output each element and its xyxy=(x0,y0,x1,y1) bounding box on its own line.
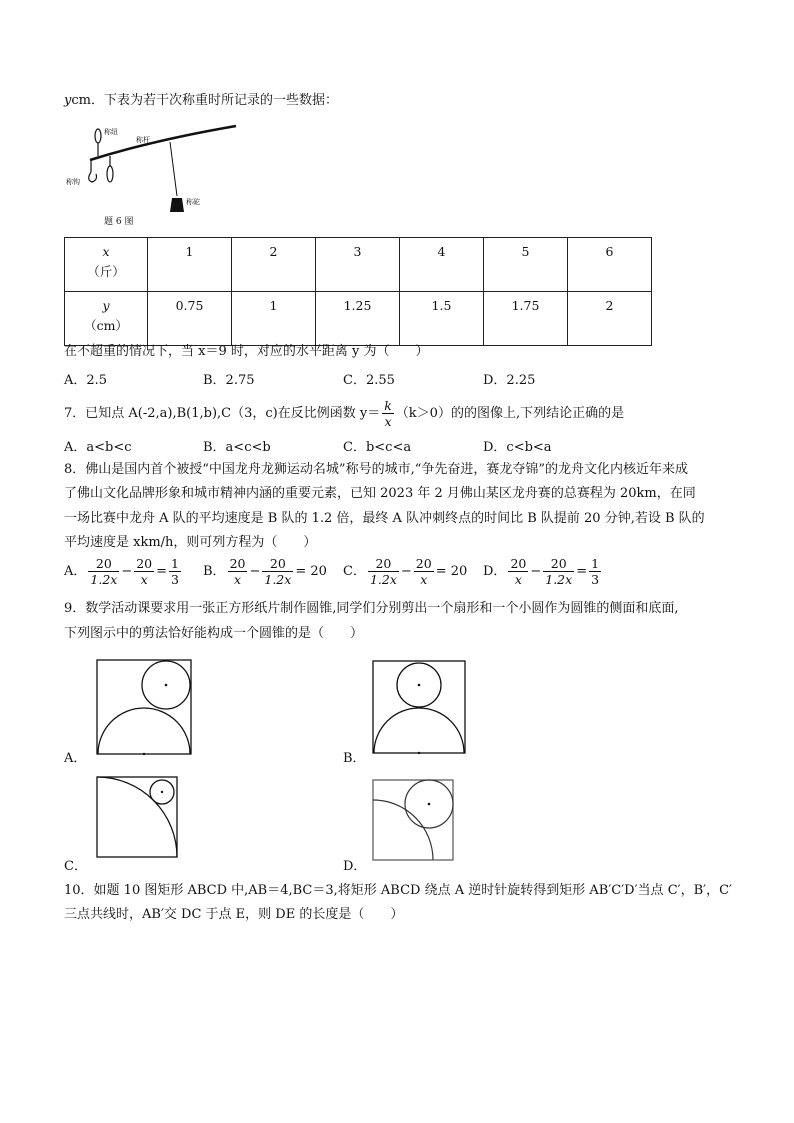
q9-line-1: 9．数学活动课要求用一张正方形纸片制作圆锥,同学们分别剪出一个扇形和一个小圆作为圆锥的侧面和底面, xyxy=(64,601,679,616)
q10-line-2: 三点共线时，AB′交 DC 于点 E，则 DE 的长度是（ ） xyxy=(64,907,404,922)
q8-line-3: 一场比赛中龙舟 A 队的平均速度是 B 队的 1.2 倍，最终 A 队冲刺终点的时间比 B 队提前 20 分钟,若设 B 队的 xyxy=(64,511,705,526)
q7-question: 7．已知点 A(-2,a),B(1,b),C（3，c)在反比例函数 y＝ $\frac{k}{x}$ （k＞0）的的图像上,下列结论正确的是 xyxy=(64,398,625,429)
table-cell: 2 xyxy=(568,292,652,346)
q6-intro: ycm．下表为若干次称重时所记录的一些数据： xyxy=(64,93,338,108)
figure-caption: 题 6 图 xyxy=(104,217,134,227)
q6-option-a: A．2.5 xyxy=(64,373,108,388)
cone-figure-b xyxy=(372,660,466,754)
label-knob: 称纽 xyxy=(104,128,118,136)
table-row: y （cm） 0.75 1 1.25 1.5 1.75 2 xyxy=(65,292,652,346)
q8-line-1: 8．佛山是国内首个被授“中国龙舟龙狮运动名城”称号的城市,“争先奋进，赛龙夺锦”的龙舟文化内核近年来成 xyxy=(64,462,688,477)
label-hook: 称钩 xyxy=(66,178,80,186)
table-cell: 6 xyxy=(568,238,652,292)
q8-option-a: A． $\frac{20}{1.2x}$ − $\frac{20}{x}$ = $\frac{1}{3}$ xyxy=(64,556,179,587)
q8-option-b: B． $\frac{20}{x}$ − $\frac{20}{1.2x}$ = 20 xyxy=(203,556,327,587)
label-rod: 称杆 xyxy=(136,136,150,144)
table-cell: 3 xyxy=(316,238,400,292)
table-cell: 1.5 xyxy=(400,292,484,346)
q6-question: 在不超重的情况下，当 x＝9 时，对应的水平距离 y 为（ ） xyxy=(64,344,429,359)
table-row: x （斤） 1 2 3 4 5 6 xyxy=(65,238,652,292)
q9-label-b: B． xyxy=(343,751,366,766)
table-cell: 2 xyxy=(232,238,316,292)
q7-option-a: A．a<b<c xyxy=(64,440,132,455)
table-cell: 0.75 xyxy=(148,292,232,346)
q8-option-c: C． $\frac{20}{1.2x}$ − $\frac{20}{x}$ = 20 xyxy=(343,556,468,587)
q9-line-2: 下列图示中的剪法恰好能构成一个圆锥的是（ ） xyxy=(64,626,364,641)
cone-figure-a xyxy=(96,659,192,755)
q10-line-1: 10．如题 10 图矩形 ABCD 中,AB＝4,BC＝3,将矩形 ABCD 绕点 A 逆时针旋转得到矩形 AB′C′D′当点 C′，B′，C′ xyxy=(64,883,732,898)
q8-line-4: 平均速度是 xkm/h，则可列方程为（ ） xyxy=(64,535,317,550)
q6-option-d: D．2.25 xyxy=(483,373,536,388)
table-cell: 1.75 xyxy=(484,292,568,346)
label-weight: 称砣 xyxy=(186,198,200,206)
table-cell: 5 xyxy=(484,238,568,292)
q9-label-c: C． xyxy=(64,859,87,874)
cone-figure-c xyxy=(96,776,178,858)
data-table xyxy=(64,237,652,346)
q8-option-d: D． $\frac{20}{x}$ − $\frac{20}{1.2x}$ = $\frac{1}{3}$ xyxy=(483,556,600,587)
cone-figure-d xyxy=(372,779,454,861)
q7-option-b: B．a<c<b xyxy=(203,440,271,455)
q6-option-b: B．2.75 xyxy=(203,373,255,388)
q6-option-c: C．2.55 xyxy=(343,373,395,388)
q7-option-c: C．b<c<a xyxy=(343,440,412,455)
q8-line-2: 了佛山文化品牌形象和城市精神内涵的重要元素，已知 2023 年 2 月佛山某区龙舟赛的总赛程为 20km，在同 xyxy=(64,486,696,501)
q9-label-d: D． xyxy=(343,859,367,874)
steelyard-figure xyxy=(64,118,244,228)
table-cell: 1.25 xyxy=(316,292,400,346)
q9-label-a: A． xyxy=(64,751,87,766)
q7-option-d: D．c<b<a xyxy=(483,440,552,455)
table-cell: 1 xyxy=(232,292,316,346)
table-cell: 4 xyxy=(400,238,484,292)
table-cell: 1 xyxy=(148,238,232,292)
